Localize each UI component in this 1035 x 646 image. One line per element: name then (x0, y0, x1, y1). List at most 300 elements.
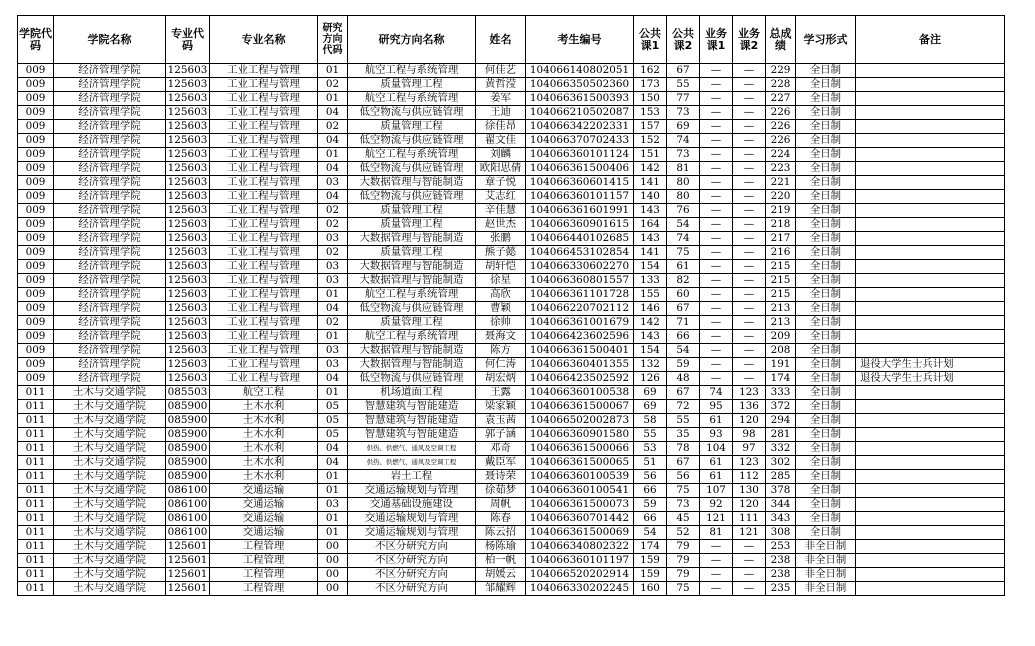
cell-college-name: 经济管理学院 (54, 64, 166, 78)
cell-remark (856, 246, 1005, 260)
cell-exam-id: 104066453102854 (526, 246, 634, 260)
cell-study-mode: 全日制 (796, 106, 856, 120)
cell-business1-score: 95 (700, 400, 733, 414)
cell-direction-name: 低空物流与供应链管理 (348, 372, 476, 386)
table-row (18, 302, 1005, 316)
cell-college-code: 009 (18, 288, 54, 302)
cell-total-score: 238 (766, 554, 796, 568)
cell-major-name: 土木水利 (210, 442, 318, 456)
cell-public1-score: 154 (634, 344, 667, 358)
cell-major-name: 工程管理 (210, 568, 318, 582)
cell-direction-name: 岩土工程 (348, 470, 476, 484)
cell-study-mode: 非全日制 (796, 568, 856, 582)
cell-public2-score: 79 (667, 568, 700, 582)
cell-public2-score: 60 (667, 288, 700, 302)
cell-total-score: 378 (766, 484, 796, 498)
cell-college-code: 011 (18, 512, 54, 526)
cell-direction-code: 00 (318, 568, 348, 582)
cell-public2-score: 80 (667, 176, 700, 190)
cell-major-code: 125603 (166, 316, 210, 330)
cell-exam-id: 104066361500067 (526, 400, 634, 414)
cell-study-mode: 全日制 (796, 498, 856, 512)
cell-remark (856, 106, 1005, 120)
cell-study-mode: 全日制 (796, 302, 856, 316)
cell-direction-code: 03 (318, 344, 348, 358)
cell-college-name: 土木与交通学院 (54, 498, 166, 512)
cell-exam-id: 104066361601991 (526, 204, 634, 218)
cell-college-code: 009 (18, 218, 54, 232)
cell-major-code: 125603 (166, 232, 210, 246)
cell-direction-code: 01 (318, 148, 348, 162)
cell-student-name: 戴臣军 (476, 456, 526, 470)
cell-business1-score: — (700, 302, 733, 316)
cell-remark (856, 484, 1005, 498)
cell-total-score: 281 (766, 428, 796, 442)
cell-college-name: 经济管理学院 (54, 134, 166, 148)
cell-business2-score: — (733, 288, 766, 302)
cell-business2-score: — (733, 568, 766, 582)
cell-total-score: 219 (766, 204, 796, 218)
cell-public1-score: 66 (634, 484, 667, 498)
cell-direction-name: 质量管理工程 (348, 78, 476, 92)
cell-exam-id: 104066340802322 (526, 540, 634, 554)
cell-remark (856, 148, 1005, 162)
cell-business1-score: — (700, 582, 733, 596)
cell-direction-name: 交通运输规划与管理 (348, 526, 476, 540)
cell-direction-code: 01 (318, 92, 348, 106)
cell-student-name: 周帆 (476, 498, 526, 512)
cell-college-code: 009 (18, 358, 54, 372)
cell-direction-code: 01 (318, 64, 348, 78)
cell-study-mode: 全日制 (796, 246, 856, 260)
header-major-code: 专业代码 (166, 16, 210, 64)
cell-college-name: 经济管理学院 (54, 148, 166, 162)
cell-direction-code: 00 (318, 582, 348, 596)
cell-direction-code: 04 (318, 106, 348, 120)
cell-college-name: 土木与交通学院 (54, 582, 166, 596)
table-header-row (18, 16, 1005, 64)
table-row (18, 498, 1005, 512)
cell-college-name: 经济管理学院 (54, 78, 166, 92)
table-row (18, 92, 1005, 106)
cell-college-name: 经济管理学院 (54, 288, 166, 302)
cell-direction-name: 交通运输规划与管理 (348, 484, 476, 498)
cell-study-mode: 非全日制 (796, 582, 856, 596)
cell-remark (856, 400, 1005, 414)
cell-public2-score: 67 (667, 64, 700, 78)
cell-student-name: 聂海文 (476, 330, 526, 344)
cell-major-code: 086100 (166, 526, 210, 540)
cell-remark (856, 78, 1005, 92)
cell-exam-id: 104066502002873 (526, 414, 634, 428)
admission-score-table (17, 15, 1005, 596)
cell-public1-score: 152 (634, 134, 667, 148)
cell-direction-name: 质量管理工程 (348, 218, 476, 232)
cell-public1-score: 140 (634, 190, 667, 204)
cell-public2-score: 73 (667, 498, 700, 512)
cell-direction-name: 航空工程与系统管理 (348, 92, 476, 106)
cell-business2-score: — (733, 582, 766, 596)
cell-business1-score: — (700, 64, 733, 78)
cell-remark (856, 428, 1005, 442)
cell-total-score: 238 (766, 568, 796, 582)
cell-business1-score: 104 (700, 442, 733, 456)
cell-public1-score: 143 (634, 232, 667, 246)
cell-major-name: 交通运输 (210, 484, 318, 498)
cell-public2-score: 54 (667, 218, 700, 232)
header-remarks: 备注 (856, 16, 1005, 64)
cell-public1-score: 133 (634, 274, 667, 288)
cell-direction-code: 04 (318, 134, 348, 148)
cell-remark (856, 190, 1005, 204)
cell-college-code: 011 (18, 540, 54, 554)
cell-public1-score: 142 (634, 162, 667, 176)
cell-exam-id: 104066361500065 (526, 456, 634, 470)
cell-college-code: 011 (18, 554, 54, 568)
cell-public2-score: 81 (667, 162, 700, 176)
cell-college-code: 009 (18, 176, 54, 190)
cell-college-name: 土木与交通学院 (54, 540, 166, 554)
header-direction-code: 研究方向代码 (318, 16, 348, 64)
cell-direction-code: 02 (318, 246, 348, 260)
cell-exam-id: 104066330202245 (526, 582, 634, 596)
header-direction-name: 研究方向名称 (348, 16, 476, 64)
cell-college-name: 土木与交通学院 (54, 484, 166, 498)
cell-direction-name: 大数据管理与智能制造 (348, 232, 476, 246)
cell-public2-score: 77 (667, 92, 700, 106)
cell-business1-score: — (700, 540, 733, 554)
cell-study-mode: 全日制 (796, 470, 856, 484)
cell-direction-code: 01 (318, 330, 348, 344)
cell-business1-score: — (700, 568, 733, 582)
cell-major-name: 工业工程与管理 (210, 148, 318, 162)
cell-study-mode: 全日制 (796, 484, 856, 498)
cell-exam-id: 104066520202914 (526, 568, 634, 582)
cell-student-name: 何佳艺 (476, 64, 526, 78)
cell-study-mode: 全日制 (796, 274, 856, 288)
cell-total-score: 174 (766, 372, 796, 386)
cell-business2-score: 130 (733, 484, 766, 498)
cell-total-score: 221 (766, 176, 796, 190)
cell-direction-code: 02 (318, 316, 348, 330)
cell-direction-name: 供热、供燃气、通风及空调工程 (348, 456, 476, 470)
cell-major-code: 125603 (166, 274, 210, 288)
cell-college-code: 009 (18, 120, 54, 134)
cell-college-code: 009 (18, 232, 54, 246)
cell-business2-score: — (733, 148, 766, 162)
cell-public1-score: 126 (634, 372, 667, 386)
cell-business1-score: — (700, 372, 733, 386)
cell-major-name: 土木水利 (210, 456, 318, 470)
cell-direction-name: 航空工程与系统管理 (348, 330, 476, 344)
cell-business1-score: 107 (700, 484, 733, 498)
cell-public2-score: 76 (667, 204, 700, 218)
cell-study-mode: 全日制 (796, 78, 856, 92)
cell-student-name: 高欣 (476, 288, 526, 302)
cell-public1-score: 58 (634, 414, 667, 428)
cell-public1-score: 69 (634, 400, 667, 414)
table-row (18, 134, 1005, 148)
cell-total-score: 333 (766, 386, 796, 400)
cell-public1-score: 55 (634, 428, 667, 442)
cell-college-name: 经济管理学院 (54, 372, 166, 386)
cell-major-code: 125603 (166, 190, 210, 204)
cell-student-name: 赵世杰 (476, 218, 526, 232)
cell-college-name: 经济管理学院 (54, 162, 166, 176)
cell-student-name: 王露 (476, 386, 526, 400)
table-row (18, 120, 1005, 134)
cell-exam-id: 104066360401355 (526, 358, 634, 372)
cell-remark (856, 92, 1005, 106)
cell-public2-score: 54 (667, 344, 700, 358)
table-row (18, 526, 1005, 540)
cell-study-mode: 全日制 (796, 232, 856, 246)
cell-total-score: 215 (766, 288, 796, 302)
cell-study-mode: 非全日制 (796, 554, 856, 568)
cell-remark (856, 540, 1005, 554)
cell-remark (856, 344, 1005, 358)
cell-major-code: 125603 (166, 218, 210, 232)
cell-major-code: 085900 (166, 470, 210, 484)
cell-exam-id: 104066423602596 (526, 330, 634, 344)
cell-business2-score: — (733, 316, 766, 330)
cell-study-mode: 全日制 (796, 456, 856, 470)
cell-public2-score: 78 (667, 442, 700, 456)
cell-direction-code: 01 (318, 526, 348, 540)
cell-public1-score: 153 (634, 106, 667, 120)
cell-remark (856, 498, 1005, 512)
cell-direction-name: 不区分研究方向 (348, 554, 476, 568)
cell-major-code: 125601 (166, 582, 210, 596)
cell-public2-score: 73 (667, 106, 700, 120)
cell-total-score: 213 (766, 316, 796, 330)
cell-student-name: 辛佳慧 (476, 204, 526, 218)
cell-study-mode: 全日制 (796, 316, 856, 330)
cell-exam-id: 104066220702112 (526, 302, 634, 316)
cell-exam-id: 104066361500069 (526, 526, 634, 540)
cell-student-name: 姜军 (476, 92, 526, 106)
cell-public1-score: 151 (634, 148, 667, 162)
cell-major-code: 125603 (166, 134, 210, 148)
cell-business1-score: — (700, 218, 733, 232)
cell-business2-score: 97 (733, 442, 766, 456)
header-study-mode: 学习形式 (796, 16, 856, 64)
cell-student-name: 徐茹梦 (476, 484, 526, 498)
cell-business2-score: 120 (733, 414, 766, 428)
cell-public2-score: 72 (667, 400, 700, 414)
header-total: 总成绩 (766, 16, 796, 64)
cell-major-name: 交通运输 (210, 526, 318, 540)
cell-major-name: 航空工程 (210, 386, 318, 400)
cell-business1-score: — (700, 148, 733, 162)
cell-study-mode: 全日制 (796, 134, 856, 148)
table-row (18, 64, 1005, 78)
cell-direction-code: 01 (318, 288, 348, 302)
cell-major-name: 工业工程与管理 (210, 330, 318, 344)
cell-student-name: 胡轩恺 (476, 260, 526, 274)
cell-business1-score: 121 (700, 512, 733, 526)
cell-public2-score: 74 (667, 134, 700, 148)
cell-total-score: 226 (766, 134, 796, 148)
cell-public2-score: 48 (667, 372, 700, 386)
header-college-name: 学院名称 (54, 16, 166, 64)
cell-direction-code: 03 (318, 358, 348, 372)
table-row (18, 316, 1005, 330)
cell-college-name: 经济管理学院 (54, 106, 166, 120)
cell-major-code: 125603 (166, 106, 210, 120)
cell-major-code: 125603 (166, 78, 210, 92)
cell-college-name: 经济管理学院 (54, 260, 166, 274)
cell-major-code: 085900 (166, 456, 210, 470)
cell-remark (856, 470, 1005, 484)
cell-major-name: 工程管理 (210, 582, 318, 596)
header-business1: 业务课1 (700, 16, 733, 64)
cell-exam-id: 104066360100541 (526, 484, 634, 498)
cell-college-code: 011 (18, 470, 54, 484)
cell-college-name: 经济管理学院 (54, 330, 166, 344)
cell-major-name: 工业工程与管理 (210, 288, 318, 302)
cell-college-name: 经济管理学院 (54, 274, 166, 288)
cell-exam-id: 104066361500066 (526, 442, 634, 456)
cell-major-code: 125603 (166, 92, 210, 106)
cell-total-score: 191 (766, 358, 796, 372)
cell-major-code: 086100 (166, 484, 210, 498)
cell-business2-score: — (733, 358, 766, 372)
cell-major-code: 085900 (166, 414, 210, 428)
cell-total-score: 372 (766, 400, 796, 414)
cell-direction-code: 02 (318, 218, 348, 232)
cell-business1-score: — (700, 232, 733, 246)
cell-major-code: 086100 (166, 512, 210, 526)
cell-study-mode: 非全日制 (796, 540, 856, 554)
cell-public1-score: 59 (634, 498, 667, 512)
cell-business2-score: 98 (733, 428, 766, 442)
cell-major-code: 125603 (166, 358, 210, 372)
cell-direction-code: 05 (318, 400, 348, 414)
cell-direction-name: 机场道面工程 (348, 386, 476, 400)
cell-student-name: 何仁涛 (476, 358, 526, 372)
cell-business1-score: — (700, 106, 733, 120)
cell-direction-name: 航空工程与系统管理 (348, 64, 476, 78)
cell-remark: 退役大学生士兵计划 (856, 372, 1005, 386)
cell-business1-score: 61 (700, 470, 733, 484)
cell-direction-name: 供热、供燃气、通风及空调工程 (348, 442, 476, 456)
cell-major-name: 工业工程与管理 (210, 106, 318, 120)
cell-exam-id: 104066360101124 (526, 148, 634, 162)
cell-public1-score: 162 (634, 64, 667, 78)
table-row (18, 246, 1005, 260)
cell-major-name: 交通运输 (210, 498, 318, 512)
cell-study-mode: 全日制 (796, 428, 856, 442)
cell-business2-score: — (733, 372, 766, 386)
cell-total-score: 226 (766, 120, 796, 134)
cell-business1-score: — (700, 344, 733, 358)
cell-total-score: 218 (766, 218, 796, 232)
table-row (18, 400, 1005, 414)
cell-college-name: 土木与交通学院 (54, 386, 166, 400)
cell-direction-code: 01 (318, 470, 348, 484)
cell-direction-code: 03 (318, 260, 348, 274)
cell-college-code: 009 (18, 246, 54, 260)
cell-exam-id: 104066370702433 (526, 134, 634, 148)
cell-college-code: 009 (18, 92, 54, 106)
cell-business1-score: — (700, 190, 733, 204)
cell-student-name: 徐佳昂 (476, 120, 526, 134)
cell-study-mode: 全日制 (796, 526, 856, 540)
cell-direction-code: 04 (318, 190, 348, 204)
cell-public1-score: 56 (634, 470, 667, 484)
cell-college-code: 009 (18, 162, 54, 176)
table-row (18, 540, 1005, 554)
cell-direction-name: 交通运输规划与管理 (348, 512, 476, 526)
cell-direction-code: 04 (318, 442, 348, 456)
cell-public1-score: 51 (634, 456, 667, 470)
cell-major-name: 工业工程与管理 (210, 218, 318, 232)
cell-major-name: 工业工程与管理 (210, 232, 318, 246)
cell-direction-code: 05 (318, 428, 348, 442)
cell-business2-score: 136 (733, 400, 766, 414)
cell-business1-score: — (700, 358, 733, 372)
cell-direction-name: 质量管理工程 (348, 204, 476, 218)
cell-exam-id: 104066360801557 (526, 274, 634, 288)
cell-direction-name: 航空工程与系统管理 (348, 288, 476, 302)
cell-major-name: 工业工程与管理 (210, 274, 318, 288)
table-row (18, 484, 1005, 498)
cell-public2-score: 66 (667, 330, 700, 344)
cell-direction-code: 04 (318, 456, 348, 470)
cell-student-name: 刘麟 (476, 148, 526, 162)
cell-direction-name: 大数据管理与智能制造 (348, 358, 476, 372)
cell-business1-score: — (700, 316, 733, 330)
cell-total-score: 215 (766, 260, 796, 274)
cell-business2-score: — (733, 246, 766, 260)
cell-college-code: 009 (18, 302, 54, 316)
cell-student-name: 邹耀辉 (476, 582, 526, 596)
cell-direction-code: 03 (318, 176, 348, 190)
cell-remark (856, 526, 1005, 540)
cell-college-code: 011 (18, 456, 54, 470)
cell-public2-score: 75 (667, 246, 700, 260)
cell-exam-id: 104066360101197 (526, 554, 634, 568)
table-body (18, 64, 1005, 596)
cell-exam-id: 104066342202331 (526, 120, 634, 134)
admission-table-wrapper (17, 15, 1005, 596)
cell-major-code: 125603 (166, 246, 210, 260)
cell-study-mode: 全日制 (796, 330, 856, 344)
cell-total-score: 294 (766, 414, 796, 428)
cell-business2-score: — (733, 344, 766, 358)
cell-study-mode: 全日制 (796, 120, 856, 134)
cell-major-name: 土木水利 (210, 414, 318, 428)
cell-direction-name: 质量管理工程 (348, 120, 476, 134)
cell-public2-score: 75 (667, 484, 700, 498)
cell-study-mode: 全日制 (796, 288, 856, 302)
cell-remark (856, 582, 1005, 596)
table-row (18, 582, 1005, 596)
header-major-name: 专业名称 (210, 16, 318, 64)
cell-remark (856, 176, 1005, 190)
cell-student-name: 艾志红 (476, 190, 526, 204)
cell-college-name: 土木与交通学院 (54, 512, 166, 526)
cell-study-mode: 全日制 (796, 162, 856, 176)
cell-exam-id: 104066330602270 (526, 260, 634, 274)
cell-student-name: 曹颖 (476, 302, 526, 316)
cell-total-score: 226 (766, 106, 796, 120)
cell-study-mode: 全日制 (796, 372, 856, 386)
cell-business2-score: 112 (733, 470, 766, 484)
cell-public1-score: 69 (634, 386, 667, 400)
cell-public1-score: 142 (634, 316, 667, 330)
